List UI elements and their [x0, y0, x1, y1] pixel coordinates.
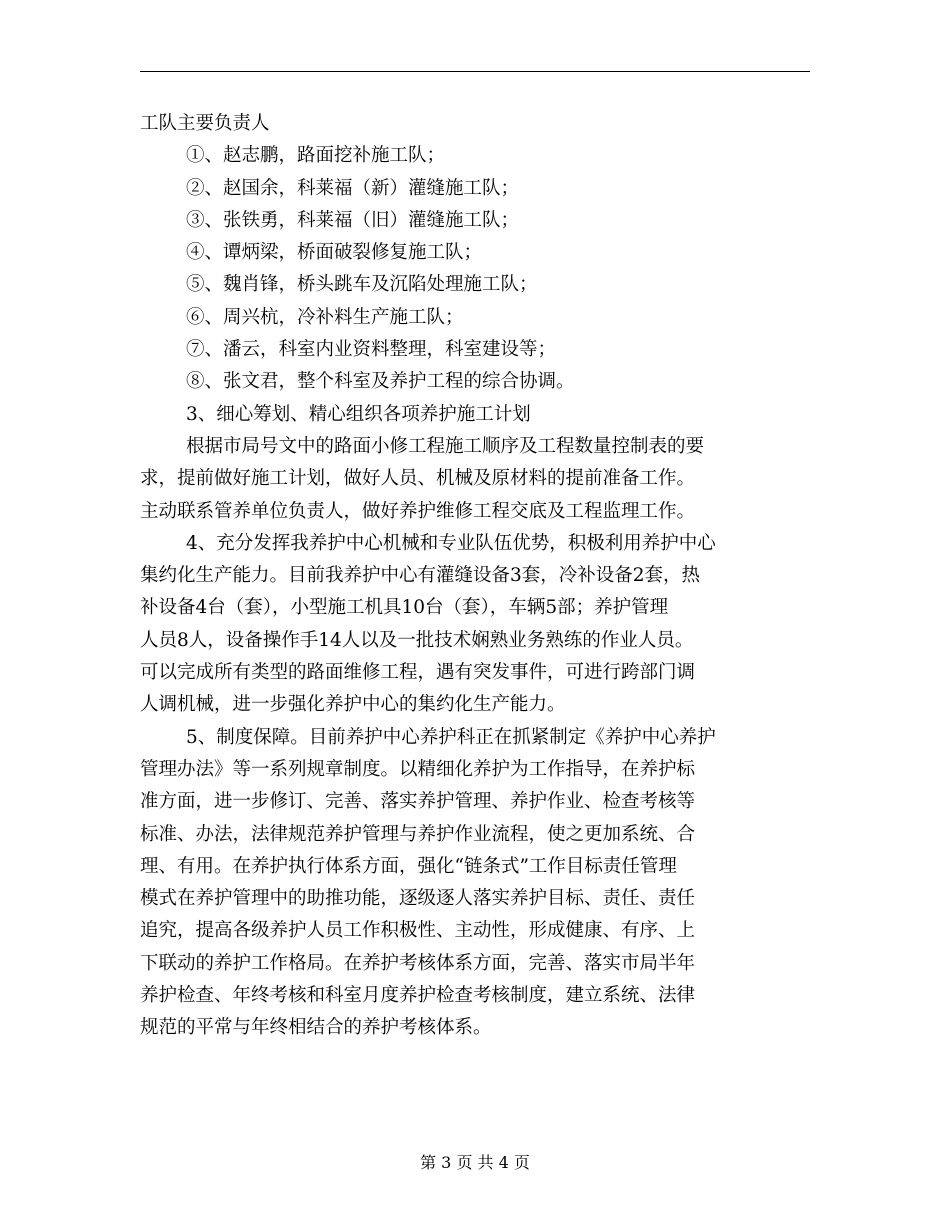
- text-line: 管理办法》等一系列规章制度。以精细化养护为工作指导，在养护标: [140, 758, 696, 780]
- text-line: 准方面，进一步修订、完善、落实养护管理、养护作业、检查考核等: [140, 791, 696, 813]
- text-line: 3、细心筹划、精心组织各项养护施工计划: [186, 403, 531, 425]
- text-line: ②、赵国余，科莱福（新）灌缝施工队；: [186, 177, 520, 199]
- text-line: 标准、办法，法律规范养护管理与养护作业流程，使之更加系统、合: [140, 823, 696, 845]
- header-rule: [140, 71, 810, 72]
- text-line: 追究，提高各级养护人员工作积极性、主动性，形成健康、有序、上: [140, 920, 696, 942]
- text-line: 根据市局号文中的路面小修工程施工顺序及工程数量控制表的要: [186, 435, 705, 457]
- text-line: 5、制度保障。目前养护中心养护科正在抓紧制定《养护中心养护: [186, 726, 716, 748]
- text-line: 4、充分发挥我养护中心机械和专业队伍优势，积极利用养护中心: [186, 532, 716, 554]
- text-line: 集约化生产能力。目前我养护中心有灌缝设备3套，冷补设备2套，热: [140, 565, 701, 587]
- text-line: 下联动的养护工作格局。在养护考核体系方面，完善、落实市局半年: [140, 952, 696, 974]
- text-line: 求，提前做好施工计划，做好人员、机械及原材料的提前准备工作。: [140, 468, 696, 490]
- text-line: 模式在养护管理中的助推功能，逐级逐人落实养护目标、责任、责任: [140, 888, 696, 910]
- text-line: ⑧、张文君，整个科室及养护工程的综合协调。: [186, 371, 575, 393]
- text-line: ③、张铁勇，科莱福（旧）灌缝施工队；: [186, 209, 520, 231]
- text-line: 补设备4台（套），小型施工机具10台（套），车辆5部；养护管理: [140, 597, 669, 619]
- text-line: 主动联系管养单位负责人，做好养护维修工程交底及工程监理工作。: [140, 500, 696, 522]
- text-line: ⑥、周兴杭，冷补料生产施工队；: [186, 306, 464, 328]
- text-line: ⑦、潘云，科室内业资料整理，科室建设等；: [186, 339, 557, 361]
- text-line: 规范的平常与年终相结合的养护考核体系。: [140, 1017, 492, 1039]
- text-line: 可以完成所有类型的路面维修工程，遇有突发事件，可进行跨部门调: [140, 662, 696, 684]
- text-line: 人员8人，设备操作手14人以及一批技术娴熟业务熟练的作业人员。: [140, 629, 694, 651]
- page-footer: 第 3 页 共 4 页: [420, 1153, 530, 1172]
- text-line: ⑤、魏肖锋，桥头跳车及沉陷处理施工队；: [186, 274, 538, 296]
- text-line: 工队主要负责人: [140, 113, 270, 134]
- document-body: [140, 108, 810, 1045]
- text-line: 养护检查、年终考核和科室月度养护检查考核制度，建立系统、法律: [140, 985, 696, 1007]
- text-line: 理、有用。在养护执行体系方面，强化“链条式”工作目标责任管理: [140, 855, 677, 877]
- text-line: 人调机械，进一步强化养护中心的集约化生产能力。: [140, 694, 566, 716]
- text-line: ①、赵志鹏，路面挖补施工队；: [186, 145, 446, 167]
- text-line: ④、谭炳梁，桥面破裂修复施工队；: [186, 242, 483, 264]
